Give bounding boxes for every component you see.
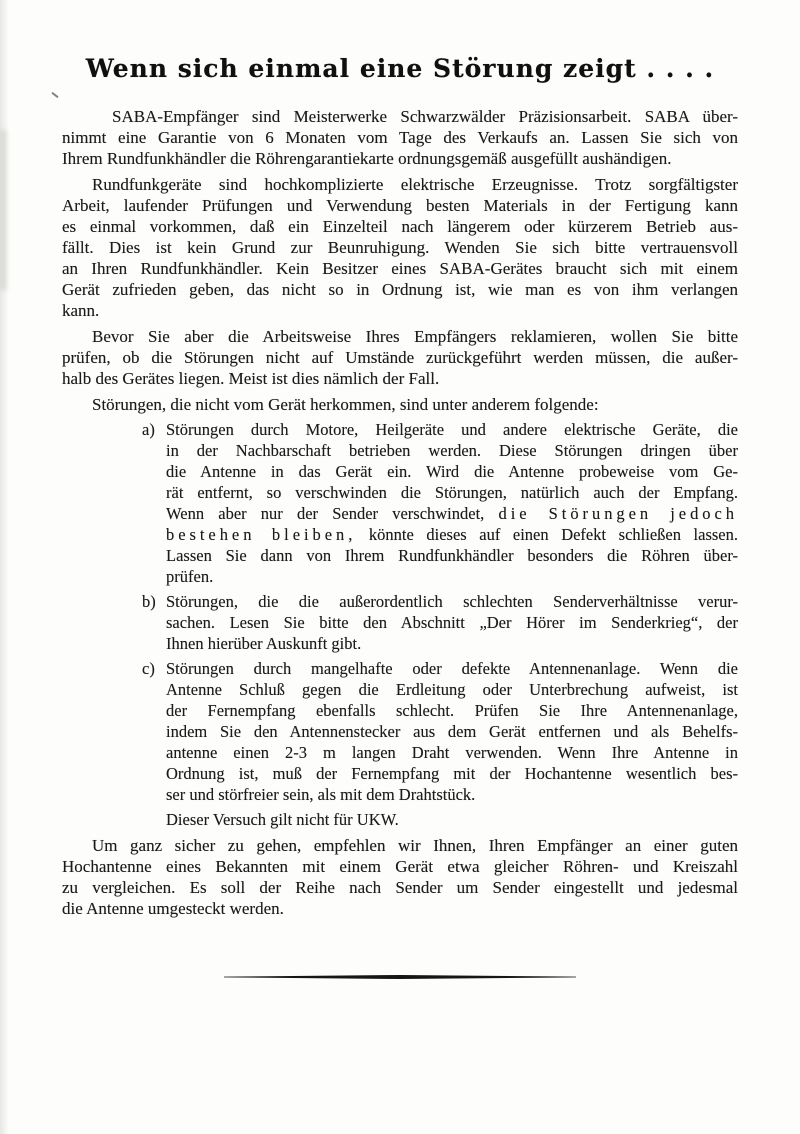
text-line: prüfen. [166, 567, 214, 586]
divider-rule [224, 975, 576, 979]
text-line: antenne einen 2-3 m langen Draht verwenden. Wenn Ihre Antenne in [166, 743, 738, 762]
text-line: sachen. Lesen Sie bitte den Abschnitt „Der Hörer im Senderkrieg“, der [166, 613, 738, 632]
emphasized-text: die Störungen jedoch [498, 504, 738, 523]
text-line: Um ganz sicher zu gehen, empfehlen wir Ihnen, Ihren Empfänger an einer guten [92, 836, 738, 855]
text-line: Ordnung ist, muß der Fernempfang mit der Hochantenne wesentlich bes- [166, 764, 738, 783]
list-item-c [142, 658, 738, 805]
text-line: zu vergleichen. Es soll der Reihe nach Sender um Sender eingestellt und jedesmal [62, 878, 738, 897]
text-line: kann. [62, 301, 100, 320]
text-line: Störungen durch Motore, Heilgeräte und andere elektrische Geräte, die [166, 420, 738, 439]
list-marker: b) [142, 592, 156, 611]
text-line [166, 524, 738, 545]
text-segment: könnte dieses auf einen Defekt schließen lassen. [356, 525, 738, 544]
text-line: Arbeit, laufender Prüfungen und Verwendung besten Materials in der Fertigung kann [62, 196, 738, 215]
page-title: Wenn sich einmal eine Störung zeigt . . . . [85, 54, 715, 83]
text-line: Störungen, die nicht vom Gerät herkommen, sind unter anderem folgende: [92, 395, 599, 414]
text-line [166, 503, 738, 524]
text-line: indem Sie den Antennenstecker aus dem Gerät entfernen und als Behelfs- [166, 722, 738, 741]
text-segment: Wenn aber nur der Sender verschwindet, [166, 504, 499, 523]
paragraph [62, 835, 738, 919]
text-line: Störungen, die die außerordentlich schlechten Senderverhältnisse verur- [166, 592, 738, 611]
list-marker: c) [142, 659, 155, 678]
scan-artifact [51, 92, 59, 99]
text-line: Ihrem Rundfunkhändler die Röhrengarantiekarte ordnungsgemäß ausgefüllt aushändigen. [62, 149, 672, 168]
text-line: die Antenne umgesteckt werden. [62, 899, 284, 918]
text-line: fällt. Dies ist kein Grund zur Beunruhigung. Wenden Sie sich bitte vertrauensvoll [62, 238, 738, 257]
text-line: Gerät zufrieden geben, das nicht so in Ordnung ist, wie man es von ihm verlangen [62, 280, 738, 299]
paragraph [62, 326, 738, 389]
text-line: Bevor Sie aber die Arbeitsweise Ihres Empfängers reklamieren, wollen Sie bitte [92, 327, 738, 346]
scan-artifact [0, 130, 7, 290]
emphasized-text: bestehen bleiben, [166, 525, 357, 544]
list-item-b [142, 591, 738, 654]
text-line: nimmt eine Garantie von 6 Monaten vom Tage des Verkaufs an. Lassen Sie sich von [62, 128, 738, 147]
text-line: Antenne Schluß gegen die Erdleitung oder Unterbrechung aufweist, ist [166, 680, 738, 699]
text-line: halb des Gerätes liegen. Meist ist dies nämlich der Fall. [62, 369, 440, 388]
text-line: Störungen durch mangelhafte oder defekte Antennenanlage. Wenn die [166, 659, 738, 678]
text-line: die Antenne in das Gerät ein. Wird die Antenne probeweise vom Ge- [166, 462, 738, 481]
text-line: Dieser Versuch gilt nicht für UKW. [166, 810, 399, 829]
text-line: ser und störfreier sein, als mit dem Drahtstück. [166, 785, 476, 804]
paragraph [62, 106, 738, 169]
text-line: Rundfunkgeräte sind hochkomplizierte elektrische Erzeugnisse. Trotz sorgfältigster [92, 175, 738, 194]
text-line: Hochantenne eines Bekannten mit einem Gerät etwa gleicher Röhren- und Kreiszahl [62, 857, 738, 876]
text-line: es einmal vorkommen, daß ein Einzelteil nach längerem oder kürzerem Betrieb aus- [62, 217, 738, 236]
note [166, 809, 738, 830]
text-line: in der Nachbarschaft betrieben werden. Diese Störungen dringen über [166, 441, 738, 460]
paragraph [62, 174, 738, 321]
text-line: Ihnen hierüber Auskunft gibt. [166, 634, 362, 653]
text-line: der Fernempfang ebenfalls schlecht. Prüfen Sie Ihre Antennenanlage, [166, 701, 738, 720]
text-line: SABA-Empfänger sind Meisterwerke Schwarzwälder Präzisionsarbeit. SABA über- [112, 107, 738, 126]
paragraph [62, 394, 738, 415]
list-item-a [142, 419, 738, 587]
list-marker: a) [142, 420, 155, 439]
text-line: rät entfernt, so verschwinden die Störungen, natürlich auch der Empfang. [166, 483, 738, 502]
text-line: Lassen Sie dann von Ihrem Rundfunkhändler besonders die Röhren über- [166, 546, 738, 565]
text-line: prüfen, ob die Störungen nicht auf Umstände zurückgeführt werden müssen, die außer- [62, 348, 738, 367]
document-body [0, 106, 800, 919]
text-line: an Ihren Rundfunkhändler. Kein Besitzer eines SABA-Gerätes braucht sich mit einem [62, 259, 738, 278]
